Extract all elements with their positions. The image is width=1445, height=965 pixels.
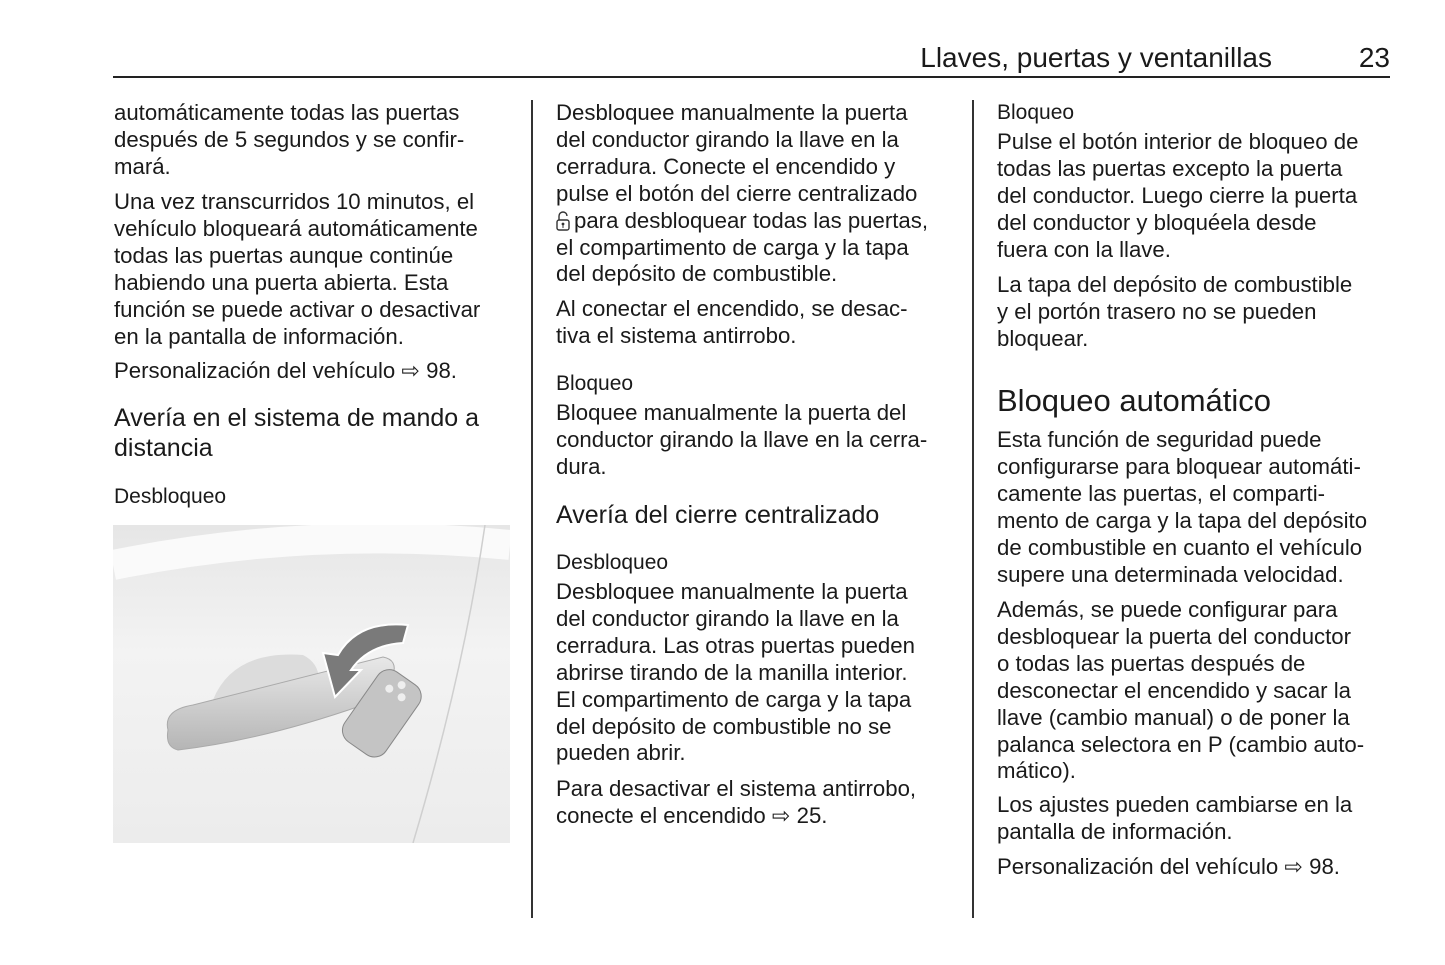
paragraph <box>556 296 908 350</box>
paragraph <box>997 129 1358 264</box>
text-line: en la pantalla de información. <box>114 323 404 349</box>
text-line: automáticamente todas las puertas <box>114 100 460 125</box>
text-line: mático). <box>997 758 1076 784</box>
main-heading <box>997 384 1271 418</box>
page-number: 23 <box>1358 42 1390 73</box>
text-line: configurarse para bloquear automáti- <box>997 453 1361 479</box>
text-line: Para desactivar el sistema antirrobo, <box>556 776 917 801</box>
text-line: pantalla de información. <box>997 818 1233 844</box>
text-line: Pulse el botón interior de bloqueo de <box>997 129 1359 154</box>
text-line: Desbloqueo <box>114 485 227 508</box>
text-line: supere una determinada velocidad. <box>997 561 1344 587</box>
subheading <box>556 550 668 577</box>
paragraph <box>556 579 915 767</box>
text-line: vehículo bloqueará automáticamente <box>114 215 478 241</box>
text-line: mará. <box>114 153 171 179</box>
text-line: Avería en el sistema de mando a <box>114 404 480 432</box>
text-line: desconectar el encendido y sacar la <box>997 677 1351 703</box>
text-line: Personalización del vehículo ⇨ 98. <box>997 854 1340 879</box>
section-title: Llaves, puertas y ventanillas <box>920 42 1272 73</box>
text-line: y el portón trasero no se pueden <box>997 298 1317 324</box>
subheading <box>556 371 633 398</box>
paragraph <box>556 400 927 481</box>
text-line-with-icon <box>556 208 928 235</box>
text-line: todas las puertas excepto la puerta <box>997 155 1343 181</box>
text-line: bloquear. <box>997 325 1089 351</box>
text-line: del conductor girando la llave en la <box>556 605 899 631</box>
paragraph <box>556 100 928 288</box>
text-line: Esta función de seguridad puede <box>997 427 1322 452</box>
text-line: Desbloqueo <box>556 551 669 574</box>
text-line: abrirse tirando de la manilla interior. <box>556 659 908 685</box>
text-line: el compartimento de carga y la tapa <box>556 234 909 260</box>
column-divider <box>972 100 974 918</box>
text-line: cerradura. Las otras puertas pueden <box>556 632 915 658</box>
text-line: desbloquear la puerta del conductor <box>997 623 1352 649</box>
text-line: El compartimento de carga y la tapa <box>556 686 912 712</box>
paragraph <box>997 272 1352 353</box>
text-line: Bloqueo <box>556 372 634 395</box>
text-line: del conductor girando la llave en la <box>556 126 899 152</box>
text-line: llave (cambio manual) o de poner la <box>997 704 1350 730</box>
text-line: después de 5 segundos y se confir- <box>114 126 465 152</box>
text-line: o todas las puertas después de <box>997 650 1306 676</box>
text-line: fuera con la llave. <box>997 236 1171 262</box>
paragraph <box>114 358 457 385</box>
paragraph <box>997 854 1340 881</box>
paragraph <box>114 100 464 181</box>
text-line: Personalización del vehículo ⇨ 98. <box>114 358 457 383</box>
paragraph <box>997 427 1367 588</box>
text-line: para desbloquear todas las puertas, <box>574 207 929 233</box>
text-line: pueden abrir. <box>556 740 686 766</box>
text-line: Los ajustes pueden cambiarse en la <box>997 792 1353 817</box>
text-line: Al conectar el encendido, se desac- <box>556 296 908 321</box>
page-header <box>113 40 1390 78</box>
text-line: dura. <box>556 453 607 479</box>
subheading <box>997 100 1074 127</box>
text-line: Bloquee manualmente la puerta del <box>556 400 907 425</box>
text-line: todas las puertas aunque continúe <box>114 242 454 268</box>
text-line: del conductor. Luego cierre la puerta <box>997 182 1358 208</box>
text-line: de combustible en cuanto el vehículo <box>997 534 1363 560</box>
paragraph <box>556 776 916 830</box>
section-heading <box>114 403 479 463</box>
text-line: tiva el sistema antirrobo. <box>556 322 797 348</box>
text-line: función se puede activar o desactivar <box>114 296 481 322</box>
text-line: palanca selectora en P (cambio auto- <box>997 731 1365 757</box>
text-line: distancia <box>114 434 213 462</box>
unlock-icon <box>556 211 571 231</box>
text-line: Desbloquee manualmente la puerta <box>556 579 908 604</box>
text-line: Desbloquee manualmente la puerta <box>556 100 908 125</box>
text-line: pulse el botón del cierre centralizado <box>556 180 918 206</box>
paragraph <box>114 189 480 350</box>
text-line: camente las puertas, el comparti- <box>997 480 1326 506</box>
text-line: del conductor y bloquéela desde <box>997 209 1317 235</box>
text-line: Una vez transcurridos 10 minutos, el <box>114 189 475 214</box>
section-heading <box>556 500 879 530</box>
text-line: Además, se puede configurar para <box>997 597 1338 622</box>
text-line: mento de carga y la tapa del depósito <box>997 507 1368 533</box>
text-line: del depósito de combustible. <box>556 261 838 287</box>
text-line: La tapa del depósito de combustible <box>997 272 1353 297</box>
paragraph <box>997 792 1352 846</box>
subheading <box>114 484 226 511</box>
column-divider <box>531 100 533 918</box>
text-line: conductor girando la llave en la cerra- <box>556 426 928 452</box>
door-handle-key-illustration <box>113 525 510 843</box>
text-line: Bloqueo automático <box>997 383 1272 418</box>
text-line: Avería del cierre centralizado <box>556 501 880 529</box>
text-line: conecte el encendido ⇨ 25. <box>556 802 828 828</box>
text-line: habiendo una puerta abierta. Esta <box>114 269 449 295</box>
text-line: cerradura. Conecte el encendido y <box>556 153 896 179</box>
paragraph <box>997 597 1364 785</box>
text-line: Bloqueo <box>997 101 1075 124</box>
text-line: del depósito de combustible no se <box>556 713 892 739</box>
